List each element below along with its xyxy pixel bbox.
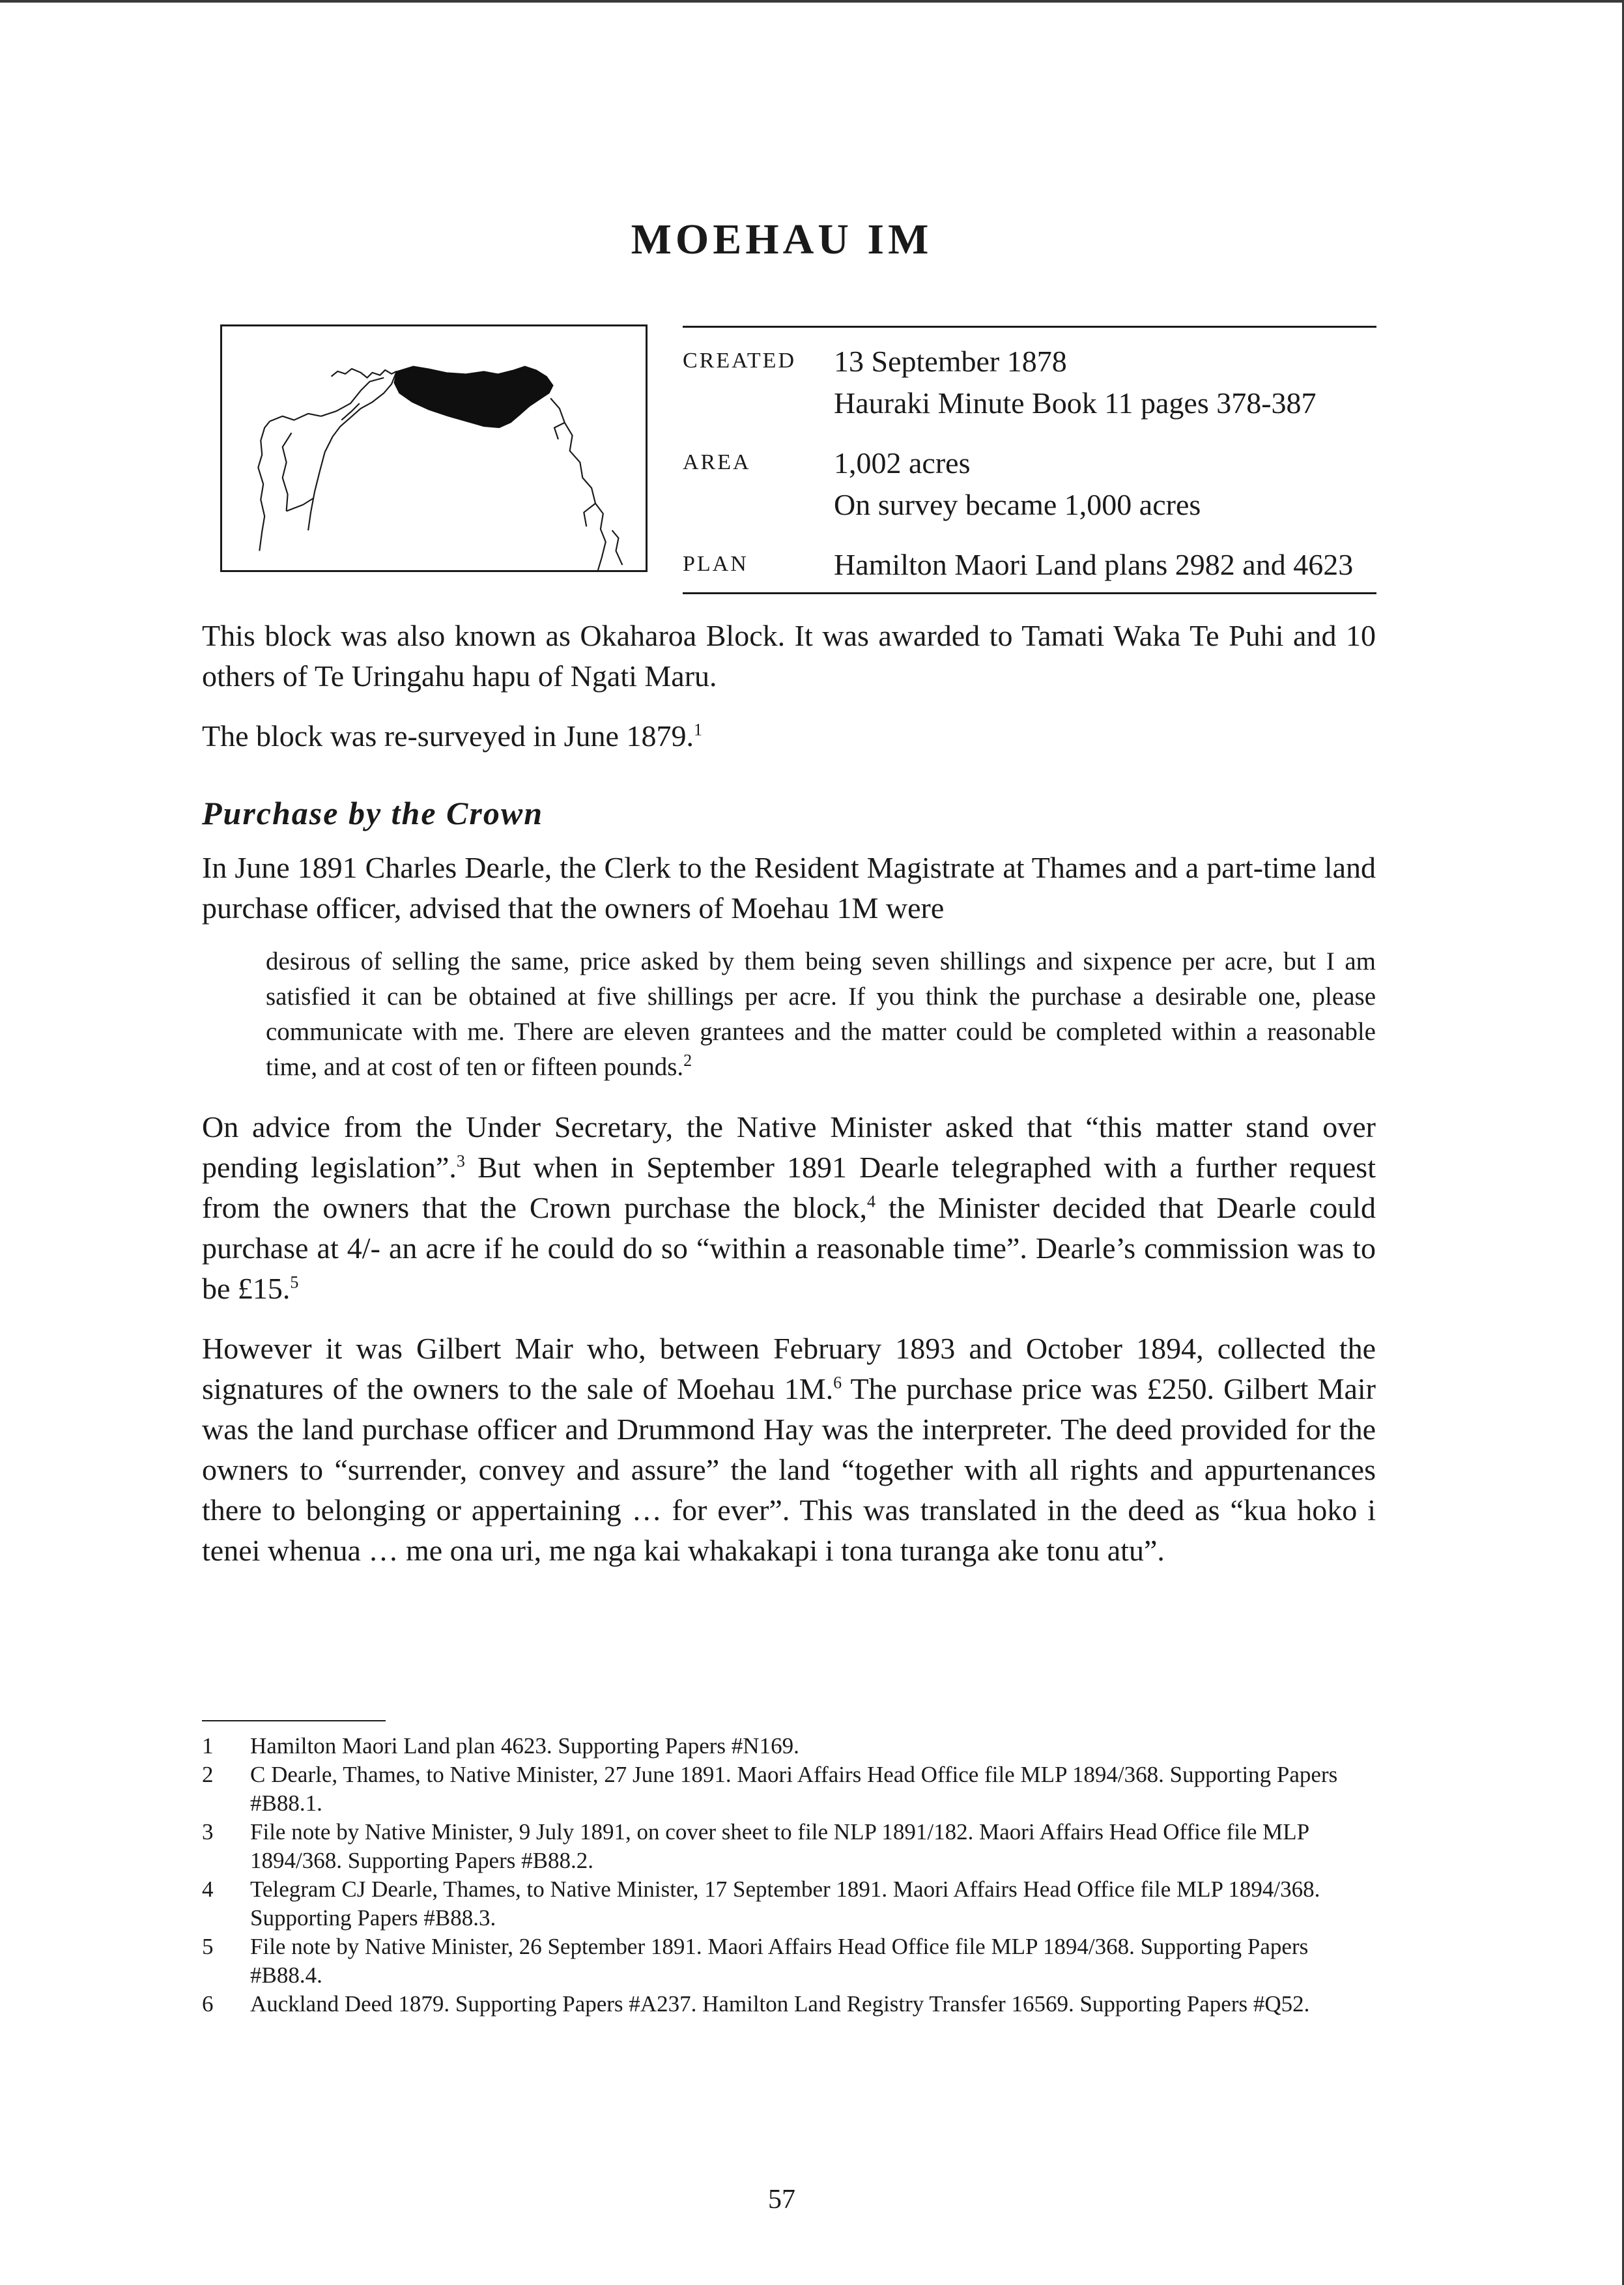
- paragraph-text: The block was re-surveyed in June 1879.: [202, 719, 694, 753]
- info-label-area: AREA: [683, 450, 751, 474]
- info-values-area: [834, 442, 1376, 526]
- footnotes: [202, 1732, 1368, 2019]
- footnote-ref: 5: [290, 1272, 299, 1292]
- paragraph-text: But when in September 1891 Dearle telegraphed with a further request from the owners that the Crown purchase the block,: [202, 1151, 1376, 1224]
- block-info-table: [683, 326, 1376, 594]
- footnote-ref: 3: [456, 1151, 465, 1171]
- footnote-ref: 4: [867, 1192, 876, 1211]
- paragraph-text: The purchase price was £250. Gilbert Mair was the land purchase officer and Drummond Hay was the interpreter. The deed provided for the owners to “surrender, convey and assure” the land “together with all rights and appurtenances there to belonging or appertaining … for ever”. This was translated in the deed as “kua hoko i tenei whenua … me ona uri, me nga kai whakakapi i tona turanga ake tonu atu”.: [202, 1372, 1376, 1567]
- paragraph-intro: This block was also known as Okaharoa Block. It was awarded to Tamati Waka Te Puhi and 10 others of Te Uringahu hapu of Ngati Maru.: [202, 619, 1376, 693]
- footnote-item: [202, 1933, 1368, 1990]
- info-row-area: [683, 442, 1376, 526]
- paragraph-dearle-advice: In June 1891 Charles Dearle, the Clerk to the Resident Magistrate at Thames and a part-time land purchase officer, advised that the owners of Moehau 1M were: [202, 851, 1376, 925]
- footnote-text: File note by Native Minister, 9 July 1891, on cover sheet to file NLP 1891/182. Maori Affairs Head Office file MLP 1894/368. Supporting Papers #B88.2.: [250, 1819, 1309, 1873]
- info-row-plan: [683, 544, 1376, 586]
- footnote-item: [202, 1732, 1368, 1760]
- section-heading: Purchase by the Crown: [202, 795, 544, 831]
- footnote-ref: 6: [833, 1373, 842, 1392]
- scan-edge-top: [0, 0, 1624, 3]
- paragraph-resurvey: [202, 716, 1376, 756]
- block-quote: [266, 944, 1376, 1085]
- footnote-item: [202, 1990, 1368, 2019]
- page-number: 57: [768, 2185, 795, 2215]
- info-value: Hauraki Minute Book 11 pages 378-387: [834, 386, 1317, 420]
- info-value: Hamilton Maori Land plans 2982 and 4623: [834, 548, 1354, 581]
- info-label-plan: PLAN: [683, 552, 748, 576]
- footnote-ref: 2: [683, 1051, 692, 1070]
- footnote-item: [202, 1760, 1368, 1818]
- footnote-number: 6: [202, 1991, 214, 2017]
- footnote-divider: [202, 1720, 386, 1721]
- footnote-text: Telegram CJ Dearle, Thames, to Native Minister, 17 September 1891. Maori Affairs Head Office file MLP 1894/368. Supporting Papers #B88.3.: [250, 1876, 1320, 1931]
- footnote-number: 3: [202, 1819, 214, 1845]
- info-values-created: [834, 341, 1376, 424]
- peninsula-map-illustration: [222, 326, 646, 570]
- paragraph-gilbert-mair: [202, 1329, 1376, 1571]
- page-title: MOEHAU IM: [631, 216, 933, 263]
- info-value: 1,002 acres: [834, 446, 971, 480]
- paragraph-native-minister: [202, 1107, 1376, 1309]
- footnote-text: File note by Native Minister, 26 September 1891. Maori Affairs Head Office file MLP 1894/368. Supporting Papers #B88.4.: [250, 1934, 1309, 1988]
- footnote-number: 1: [202, 1733, 214, 1759]
- footnote-text: C Dearle, Thames, to Native Minister, 27 June 1891. Maori Affairs Head Office file MLP 1894/368. Supporting Papers #B88.1.: [250, 1762, 1338, 1816]
- footnote-text: Hamilton Maori Land plan 4623. Supporting Papers #N169.: [250, 1733, 799, 1759]
- paragraph-text: the Minister decided that Dearle could purchase at 4/- an acre if he could do so “within a reasonable time”. Dearle’s commission was to be £15.: [202, 1191, 1376, 1305]
- quote-text: desirous of selling the same, price asked by them being seven shillings and sixpence per acre, but I am satisfied it can be obtained at five shillings per acre. If you think the purchase a desirable one, please communicate with me. There are eleven grantees and the matter could be completed within a reasonable time, and at cost of ten or fifteen pounds.: [266, 947, 1376, 1081]
- info-row-created: [683, 341, 1376, 424]
- footnote-item: [202, 1818, 1368, 1875]
- paragraph-text: However it was Gilbert Mair who, between February 1893 and October 1894, collected the signatures of the owners to the sale of Moehau 1M.: [202, 1332, 1376, 1405]
- info-value: On survey became 1,000 acres: [834, 488, 1201, 521]
- body-text: [202, 616, 1376, 1590]
- footnote-number: 4: [202, 1876, 214, 1902]
- info-label-created: CREATED: [683, 349, 796, 373]
- footnote-ref: 1: [693, 720, 702, 740]
- footnote-item: [202, 1875, 1368, 1933]
- paragraph-text: On advice from the Under Secretary, the Native Minister asked that “this matter stand over pending legislation”.: [202, 1110, 1376, 1184]
- info-value: 13 September 1878: [834, 345, 1067, 378]
- info-values-plan: [834, 544, 1376, 586]
- footnote-number: 5: [202, 1934, 214, 1959]
- footnote-number: 2: [202, 1762, 214, 1787]
- footnote-text: Auckland Deed 1879. Supporting Papers #A237. Hamilton Land Registry Transfer 16569. Supporting Papers #Q52.: [250, 1991, 1310, 2017]
- location-map: [220, 324, 648, 572]
